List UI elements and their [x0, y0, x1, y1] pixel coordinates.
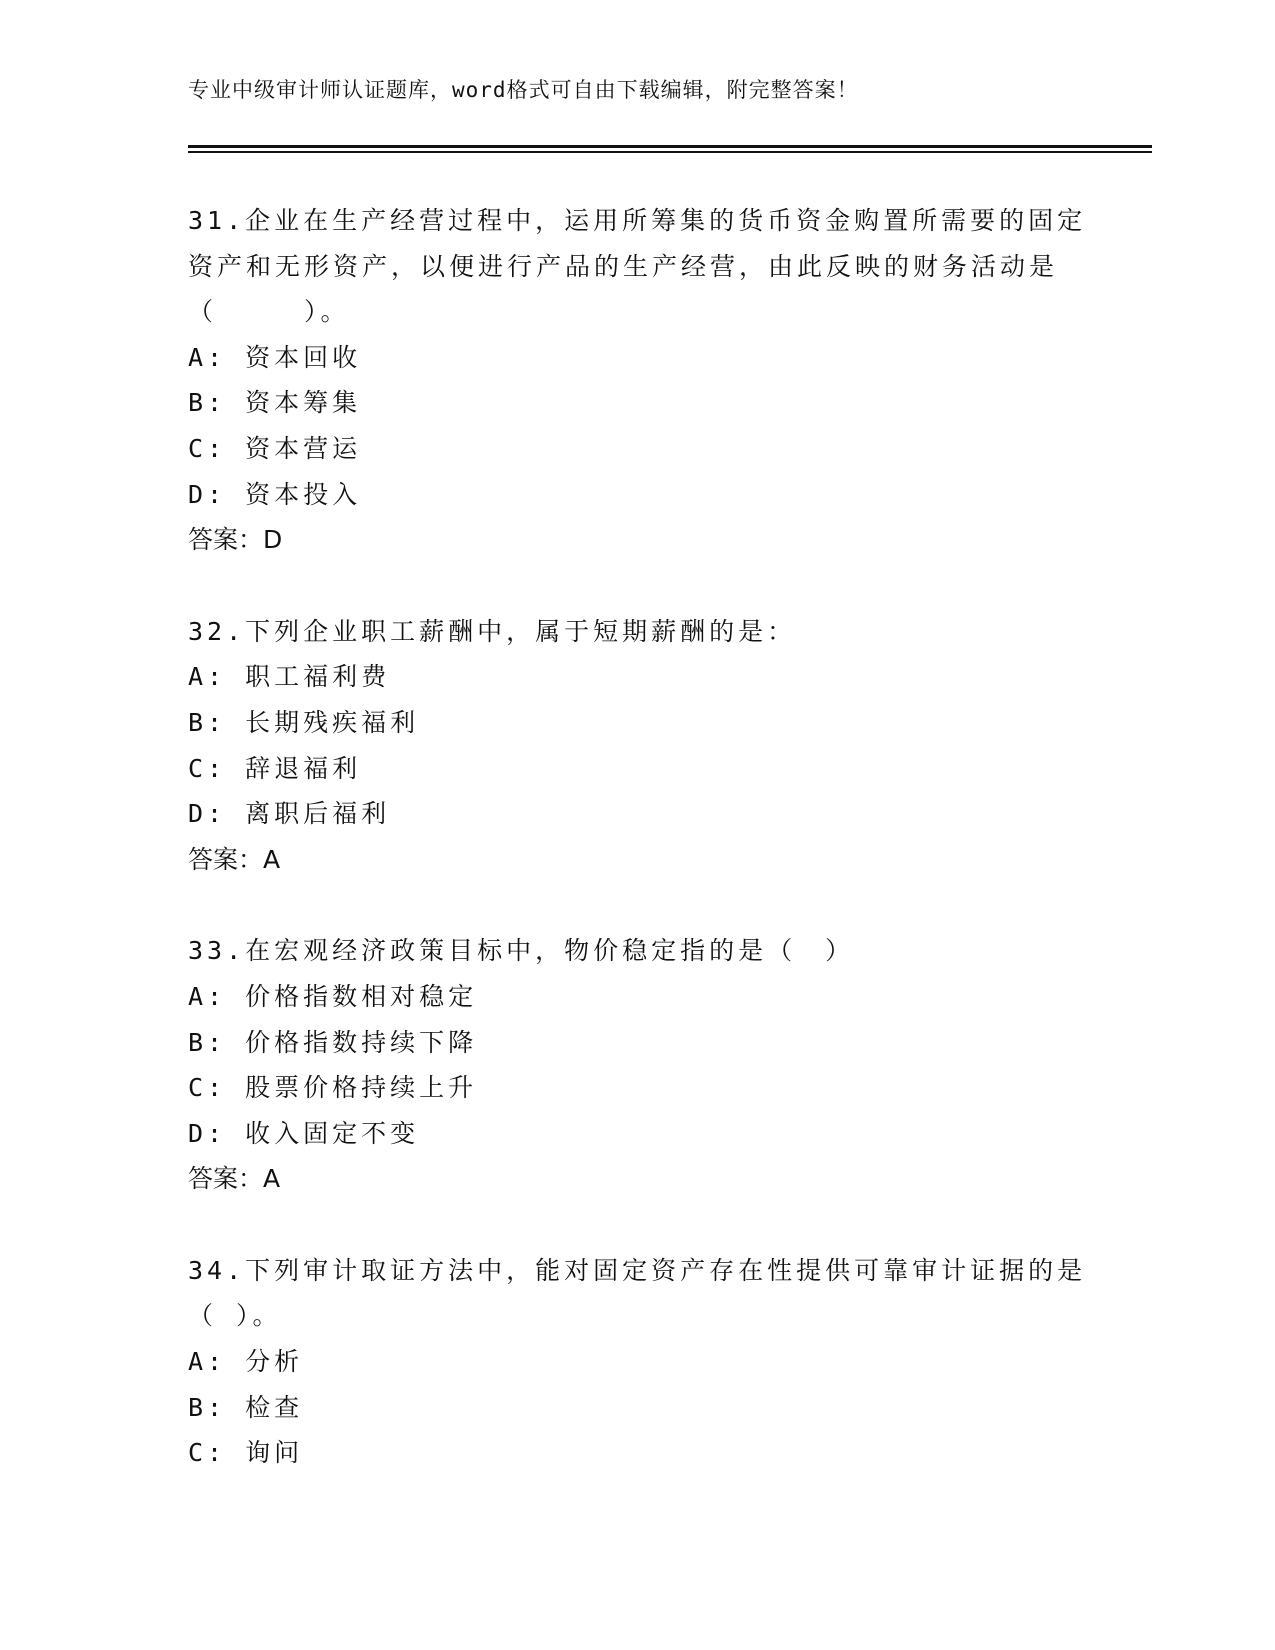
- option-c: C: 询问: [188, 1438, 304, 1468]
- option-b: B: 长期残疾福利: [188, 707, 420, 737]
- option-d: D: 离职后福利: [188, 799, 391, 829]
- option-d: D: 收入固定不变: [188, 1118, 420, 1148]
- question-text-line: 资产和无形资产，以便进行产品的生产经营，由此反映的财务活动是: [188, 251, 1059, 281]
- question-33: [188, 928, 1088, 1202]
- question-text-line: 32.下列企业职工薪酬中，属于短期薪酬的是：: [188, 616, 797, 646]
- header-divider: [188, 145, 1152, 148]
- question-32: [188, 609, 1088, 883]
- option-b: B: 检查: [188, 1392, 304, 1422]
- question-text-line: 34.下列审计取证方法中，能对固定资产存在性提供可靠审计证据的是: [188, 1255, 1087, 1285]
- option-a: A: 分析: [188, 1347, 304, 1377]
- answer: 答案：A: [188, 844, 281, 874]
- question-text-line: 33.在宏观经济政策目标中，物价稳定指的是（ ）: [188, 936, 855, 966]
- question-31: [188, 198, 1088, 563]
- option-d: D: 资本投入: [188, 479, 362, 509]
- option-c: C: 辞退福利: [188, 753, 362, 783]
- answer: 答案：D: [188, 525, 283, 555]
- page-header: 专业中级审计师认证题库，word格式可自由下载编辑，附完整答案！: [188, 78, 859, 102]
- question-text-line: （ ）。: [188, 297, 350, 327]
- question-text-line: 31.企业在生产经营过程中，运用所筹集的货币资金购置所需要的固定: [188, 206, 1087, 235]
- option-c: C: 股票价格持续上升: [188, 1073, 478, 1103]
- question-34: [188, 1248, 1088, 1476]
- question-list: [188, 198, 1088, 1522]
- question-text-line: （ ）。: [188, 1301, 282, 1331]
- option-a: A: 资本回收: [188, 342, 362, 372]
- answer: 答案：A: [188, 1164, 281, 1194]
- option-a: A: 价格指数相对稳定: [188, 981, 478, 1011]
- option-a: A: 职工福利费: [188, 662, 391, 692]
- option-b: B: 价格指数持续下降: [188, 1027, 478, 1057]
- option-c: C: 资本营运: [188, 433, 362, 463]
- option-b: B: 资本筹集: [188, 388, 362, 418]
